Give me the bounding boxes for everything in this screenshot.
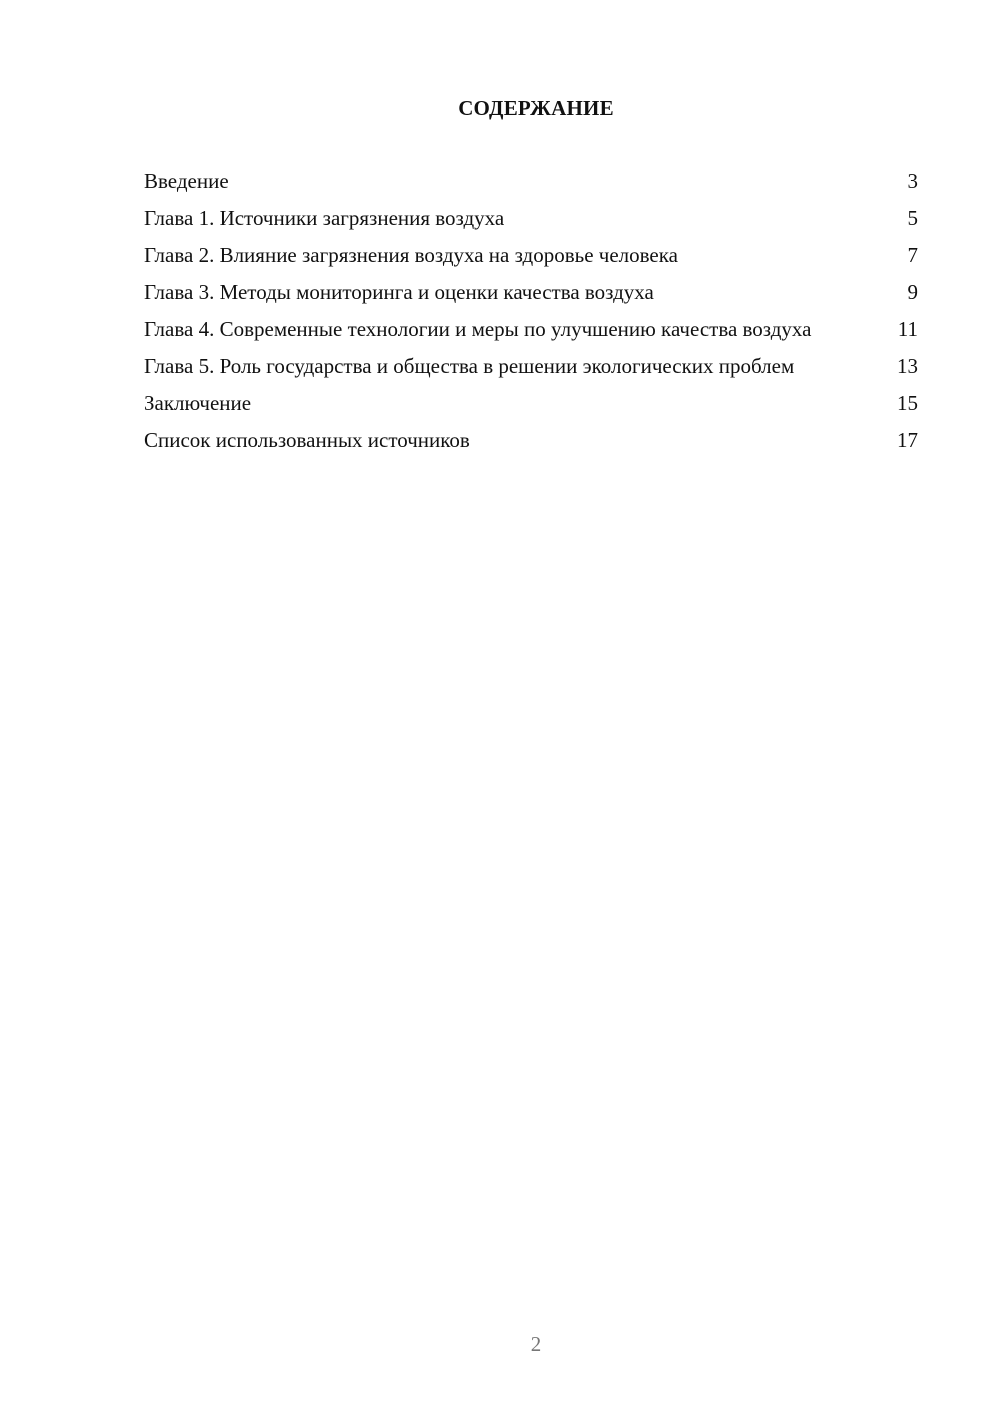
page-title: СОДЕРЖАНИЕ — [458, 96, 614, 120]
toc-entry-page: 11 — [897, 317, 918, 341]
toc-entry-page: 15 — [897, 391, 918, 415]
toc-entry-title: Глава 5. Роль государства и общества в решении экологических проблем — [144, 354, 795, 378]
toc-entry-page: 13 — [897, 354, 918, 378]
toc-entry — [144, 279, 918, 306]
table-of-contents — [144, 168, 918, 464]
toc-entry-page: 3 — [907, 169, 918, 193]
toc-entry-title: Заключение — [144, 391, 252, 415]
toc-entry-page: 17 — [897, 428, 918, 452]
toc-entry — [144, 205, 918, 232]
toc-entry — [144, 168, 918, 195]
toc-entry-page: 9 — [907, 280, 918, 304]
toc-entry-title: Глава 2. Влияние загрязнения воздуха на здоровье человека — [144, 243, 678, 267]
toc-entry-title: Список использованных источников — [144, 428, 470, 452]
toc-entry-title: Введение — [144, 169, 229, 193]
page-number: 2 — [530, 1332, 542, 1356]
toc-entry-page: 7 — [907, 243, 918, 267]
toc-entry — [144, 427, 918, 454]
toc-entry — [144, 242, 918, 269]
toc-entry-title: Глава 1. Источники загрязнения воздуха — [144, 206, 505, 230]
toc-entry-title: Глава 4. Современные технологии и меры по улучшению качества воздуха — [144, 317, 812, 341]
toc-entry — [144, 390, 918, 417]
toc-entry-title: Глава 3. Методы мониторинга и оценки качества воздуха — [144, 280, 654, 304]
toc-entry — [144, 316, 918, 343]
toc-entry-page: 5 — [907, 206, 918, 230]
toc-entry — [144, 353, 918, 380]
